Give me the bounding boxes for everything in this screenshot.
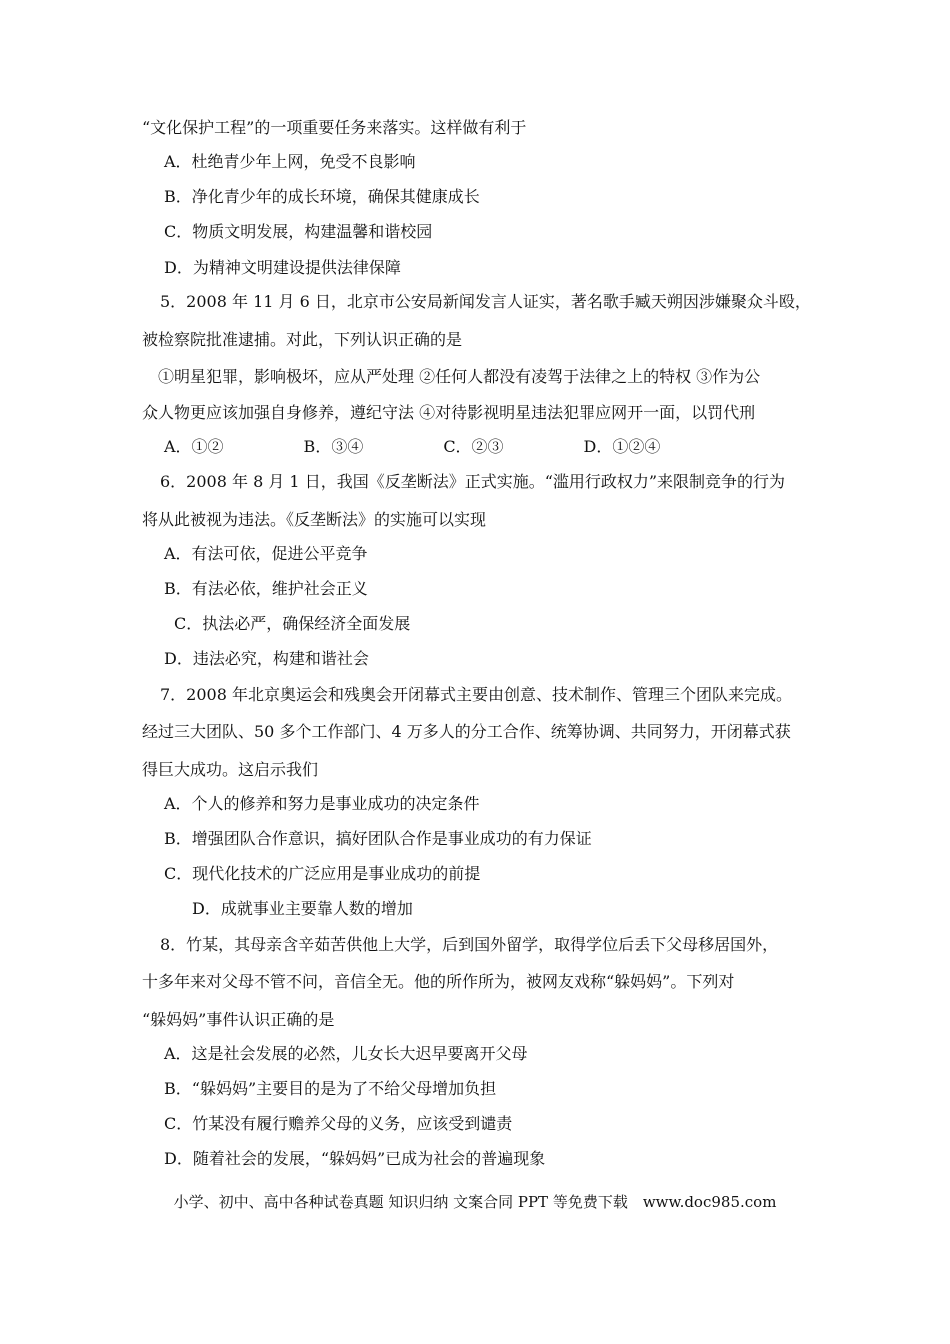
option-line: A．有法可依，促进公平竞争 bbox=[164, 544, 368, 563]
option-line: A．个人的修养和努力是事业成功的决定条件 bbox=[164, 794, 480, 813]
option-line: D．成就事业主要靠人数的增加 bbox=[192, 899, 413, 918]
option-line: C．竹某没有履行赡养父母的义务，应该受到谴责 bbox=[164, 1114, 513, 1133]
option-line: A．①② B．③④ C．②③ D．①②④ bbox=[164, 437, 661, 456]
text-line: 经过三大团队、50 多个工作部门、4 万多人的分工合作、统筹协调、共同努力，开闭幕式获 bbox=[142, 722, 791, 741]
option-line: B．净化青少年的成长环境，确保其健康成长 bbox=[164, 187, 480, 206]
text-line: 得巨大成功。这启示我们 bbox=[142, 760, 319, 779]
option-line: B．增强团队合作意识，搞好团队合作是事业成功的有力保证 bbox=[164, 829, 592, 848]
option-line: A．这是社会发展的必然，儿女长大迟早要离开父母 bbox=[164, 1044, 528, 1063]
text-line: 将从此被视为违法。《反垄断法》的实施可以实现 bbox=[142, 510, 487, 529]
question-line: 5．2008 年 11 月 6 日，北京市公安局新闻发言人证实，著名歌手臧天朔因涉嫌聚众斗殴， bbox=[160, 292, 811, 311]
text-line: 十多年来对父母不管不问，音信全无。他的所作所为，被网友戏称“躲妈妈”。下列对 bbox=[142, 972, 735, 991]
option-line: A．杜绝青少年上网，免受不良影响 bbox=[164, 152, 416, 171]
option-line: D．随着社会的发展，“躲妈妈”已成为社会的普遍现象 bbox=[164, 1149, 546, 1168]
text-line: “躲妈妈”事件认识正确的是 bbox=[142, 1010, 335, 1029]
option-line: C．现代化技术的广泛应用是事业成功的前提 bbox=[164, 864, 481, 883]
question-line: 7．2008 年北京奥运会和残奥会开闭幕式主要由创意、技术制作、管理三个团队来完成。 bbox=[160, 685, 792, 704]
option-line: B．有法必依，维护社会正义 bbox=[164, 579, 368, 598]
option-line: B．“躲妈妈”主要目的是为了不给父母增加负担 bbox=[164, 1079, 497, 1098]
page-footer: 小学、初中、高中各种试卷真题 知识归纳 文案合同 PPT 等免费下载 www.doc985.com bbox=[173, 1193, 777, 1211]
option-line: C．执法必严，确保经济全面发展 bbox=[174, 614, 411, 633]
text-line: 被检察院批准逮捕。对此，下列认识正确的是 bbox=[142, 330, 463, 349]
option-line: D．为精神文明建设提供法律保障 bbox=[164, 258, 401, 277]
question-line: 8．竹某，其母亲含辛茹苦供他上大学，后到国外留学，取得学位后丢下父母移居国外， bbox=[160, 935, 779, 954]
text-line: “文化保护工程”的一项重要任务来落实。这样做有利于 bbox=[142, 118, 527, 137]
question-line: 6．2008 年 8 月 1 日，我国《反垄断法》正式实施。“滥用行政权力”来限制竞争的行为 bbox=[160, 472, 786, 491]
text-line: ①明星犯罪，影响极坏，应从严处理 ②任何人都没有凌驾于法律之上的特权 ③作为公 bbox=[158, 367, 761, 386]
option-line: C．物质文明发展，构建温馨和谐校园 bbox=[164, 222, 433, 241]
text-line: 众人物更应该加强自身修养，遵纪守法 ④对待影视明星违法犯罪应网开一面，以罚代刑 bbox=[142, 403, 756, 422]
option-line: D．违法必究，构建和谐社会 bbox=[164, 649, 369, 668]
